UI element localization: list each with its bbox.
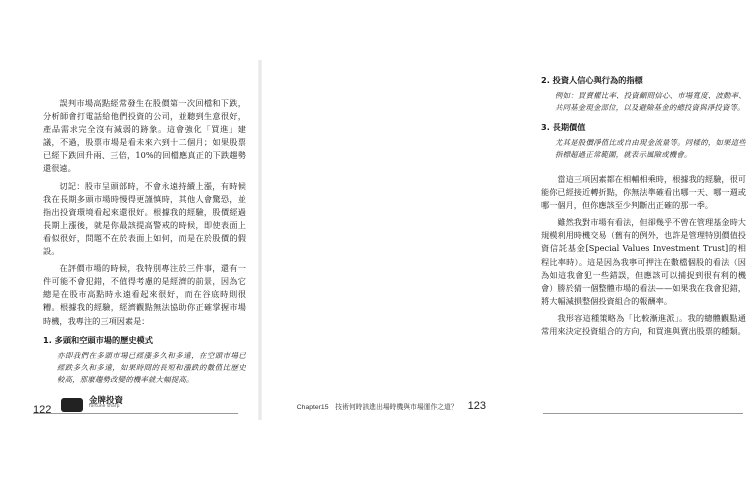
publisher-logo (61, 394, 124, 413)
paragraph: 當這三項因素都在相輔相乘時，根據我的經驗，很可能你已經接近轉折點，你無法準確看出哪一天、哪一週或哪一個月，但你應該至少判斷出正確的那一季。 (541, 174, 746, 211)
page-number: 122 (33, 404, 52, 416)
chapter-label: Chapter15 技術何時該進出場時機與市場運作之道？ (296, 404, 458, 411)
section-body: 例如：買賣權比率、投資顧問信心、市場寬度、波動率、共同基金現金部位，以及避險基金的總投資與淨投資等。 (555, 91, 746, 113)
paragraph: 誤判市場高點經常發生在股價第一次回檔和下跌，分析師會打電話給他們投資的公司，並聽到生意很好，產品需求完全沒有減弱的跡象。這會強化「買進」建議，不過，股票市場是看未來六到十二個月；如果股票已經下跌回升兩、三倍，10%的回檔應真正的下跌趨勢還很遠。 (43, 98, 246, 174)
left-page (0, 0, 260, 500)
footer-rule (543, 413, 743, 414)
left-body (43, 97, 246, 386)
right-body (541, 68, 746, 342)
section-heading: 2. 投資人信心與行為的指標 (541, 75, 643, 85)
paragraph: 我形容這種策略為「比較漸進派」。我的總體觀點通常用來決定投資組合的方向，和買進與賣出股票的種類。 (541, 312, 746, 337)
right-page (260, 0, 746, 500)
paragraph: 切記：股市呈頭部時，不會永遠持續上漲，有時候我在長期多頭市場時慢得更謹慎時，其他人會驚恐，並指出投資環境看起來還很好。根據我的經驗，股價經過長期上漲後，就是你最該提高警戒的時候，即使表面上看似很好，問題不在於表面上如何，而是在於股價的假設。 (43, 180, 246, 257)
footer-rule (33, 413, 238, 414)
logo-mark: 金牌投資 (89, 395, 124, 405)
logo-icon (61, 398, 83, 412)
section-body: 亦即我們在多頭市場已經漲多久和多遠，在空頭市場已經跌多久和多遠，如果時間的長短和漲跌的數值比歷史較高，那麼趨勢改變的機率就大幅提高。 (57, 350, 246, 385)
section-heading: 1. 多頭和空頭市場的歷史模式 (43, 334, 153, 345)
right-footer (297, 400, 486, 412)
logo-subtitle: fortune sharp (89, 404, 120, 409)
paragraph: 雖然我對市場有看法，但卻幾乎不曾在管理基金時大規模利用時機交易（舊有的例外，也許是管理特別價值投資信託基金[Special Values Investment Trust]的相程比率時）。這是因為我寧可押注在數檔個股的看法（因為如這我會犯一些錯誤，但應該可以捕捉到很有利的機會）勝於猜一個整體市場的看法——如果我在我會犯錯，將大幅減損整個投資組合的報酬率。 (541, 217, 746, 306)
left-footer (33, 395, 124, 417)
paragraph: 在評價市場的時候，我特別專注於三件事，還有一件可能不會犯錯，不值得考慮的是經濟的前景，因為它總是在股市高點時永遠看起來很好，而在谷底時則很糟。根據我的經驗，經濟觀點無法協助你正確掌握市場時機，我專注的三項因素是： (43, 263, 246, 326)
section-body: 尤其是股價淨值比或自由現金流量等。同樣的，如果這些指標超過正常範圍，就表示風險或機會。 (555, 137, 746, 159)
section-heading: 3. 長期價值 (541, 121, 586, 132)
page-number: 123 (467, 400, 486, 412)
